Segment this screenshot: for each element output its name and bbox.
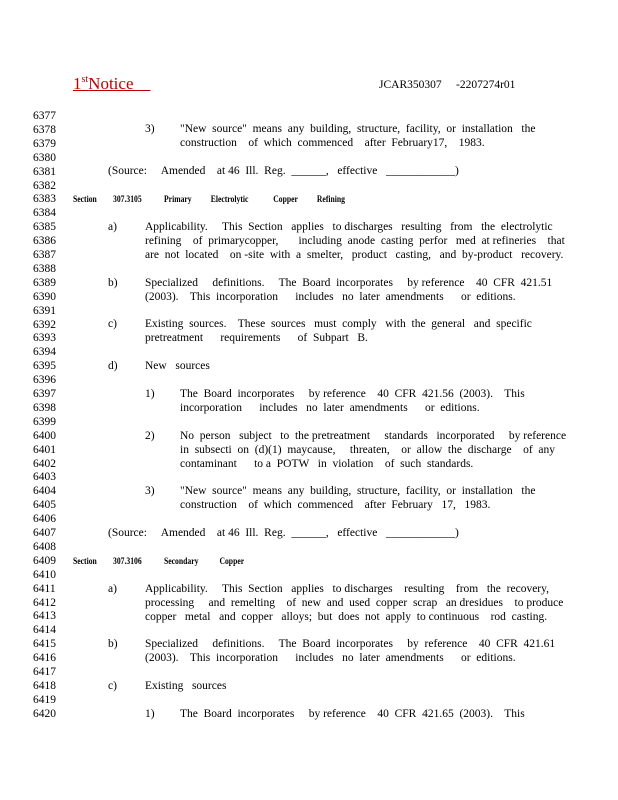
line-number: 6394 (33, 346, 56, 359)
text-line: incorporation includes no later amendments or editions. (180, 402, 480, 414)
text-line: New sources (145, 360, 210, 372)
line-number: 6399 (33, 415, 56, 428)
text-line: refining of primarycopper, including anode casting perfor med at refineries that (145, 235, 565, 247)
notice-ordinal-suffix: st (81, 74, 89, 85)
line-number: 6397 (33, 388, 56, 400)
line-number: 6388 (33, 262, 56, 275)
notice-word: Notice (88, 74, 134, 93)
text-line: Existing sources. These sources must comply with the general and specific (145, 318, 532, 330)
line-number: 6403 (33, 471, 56, 484)
section-label: Section (73, 556, 97, 566)
line-number: 6400 (33, 429, 56, 442)
source-note: (Source: Amended at 46 Ill. Reg. ______, effective ____________) (108, 165, 459, 177)
line-number: 6407 (33, 527, 56, 539)
text-line: copper metal and copper alloys; but does not apply to continuous rod casting. (145, 611, 548, 623)
item-label: c) (108, 318, 117, 330)
item-label: 1) (145, 708, 155, 720)
line-number: 6416 (33, 652, 56, 665)
item-label: 1) (145, 388, 155, 400)
line-number: 6406 (33, 513, 56, 526)
section-number: 307.3106 (113, 556, 142, 566)
text-line: Existing sources (145, 680, 227, 692)
line-number: 6414 (33, 624, 56, 637)
item-label: c) (108, 680, 117, 692)
line-number: 6383 (33, 193, 56, 206)
line-number: 6390 (33, 290, 56, 303)
text-line: "New source" means any building, structure, facility, or installation the (180, 123, 536, 135)
text-line: construction of which commenced after February 17, 1983. (180, 499, 491, 511)
line-number: 6404 (33, 485, 56, 498)
text-line: Specialized definitions. The Board incorporates by reference 40 CFR 421.51 (145, 277, 553, 289)
text-line: (2003). This incorporation includes no later amendments or editions. (145, 291, 516, 303)
item-label: b) (108, 277, 118, 289)
text-line: "New source" means any building, structure, facility, or installation the (180, 485, 536, 497)
line-number: 6396 (33, 374, 56, 387)
line-number: 6415 (33, 638, 56, 651)
item-label: 3) (145, 485, 155, 497)
line-number: 6392 (33, 318, 56, 331)
text-line: No person subject to the pretreatment standards incorporated by reference (180, 430, 567, 442)
line-number: 6393 (33, 332, 56, 345)
line-number: 6377 (33, 110, 56, 122)
line-number: 6408 (33, 540, 56, 553)
section-title: Primary Electrolytic Copper Refining (164, 194, 345, 204)
line-number: 6410 (33, 568, 56, 581)
item-label: 3) (145, 123, 155, 135)
line-number: 6409 (33, 554, 56, 567)
line-number: 6401 (33, 443, 56, 456)
item-label: d) (108, 360, 118, 372)
line-number: 6381 (33, 165, 56, 178)
line-number: 6398 (33, 401, 56, 414)
text-line: in subsecti on (d)(1) maycause, threaten, or allow the discharge of any (180, 444, 556, 456)
text-line: (2003). This incorporation includes no later amendments or editions. (145, 652, 516, 664)
line-number: 6384 (33, 207, 56, 220)
text-line: Applicability. This Section applies to discharges resulting from the electrolytic (145, 221, 553, 233)
text-line: The Board incorporates by reference 40 CFR 421.65 (2003). This (180, 708, 525, 720)
text-line: The Board incorporates by reference 40 CFR 421.56 (2003). This (180, 388, 525, 400)
line-number: 6413 (33, 610, 56, 623)
line-number: 6391 (33, 304, 56, 317)
text-line: Applicability. This Section applies to discharges resulting from the recovery, (145, 583, 550, 595)
notice-header (73, 74, 151, 94)
line-number: 6420 (33, 707, 56, 720)
line-number: 6380 (33, 151, 56, 164)
text-line: construction of which commenced after February17, 1983. (180, 137, 485, 149)
line-number: 6387 (33, 249, 56, 261)
line-number: 6395 (33, 360, 56, 373)
text-line: are not located on -site with a smelter, product casting, and by-product recovery. (145, 249, 564, 261)
line-number: 6405 (33, 499, 56, 512)
line-number: 6379 (33, 137, 56, 150)
item-label: a) (108, 583, 117, 595)
item-label: b) (108, 638, 118, 650)
text-line: pretreatment requirements of Subpart B. (145, 332, 368, 344)
line-number: 6419 (33, 693, 56, 706)
line-number: 6385 (33, 221, 56, 234)
line-number: 6418 (33, 679, 56, 692)
notice-number: 1 (73, 74, 82, 93)
text-line: Specialized definitions. The Board incorporates by reference 40 CFR 421.61 (145, 638, 556, 650)
line-number: 6402 (33, 457, 56, 470)
line-number: 6382 (33, 179, 56, 192)
line-number: 6389 (33, 276, 56, 289)
line-number: 6412 (33, 596, 56, 609)
line-number: 6411 (33, 582, 56, 595)
item-label: 2) (145, 430, 155, 442)
text-line: processing and remelting of new and used copper scrap an dresidues to produce (145, 597, 564, 609)
section-title: Secondary Copper (164, 556, 245, 566)
line-number: 6417 (33, 666, 56, 678)
text-line: contaminant to a POTW in violation of such standards. (180, 458, 474, 470)
section-label: Section (73, 194, 97, 204)
line-number: 6386 (33, 235, 56, 248)
source-note: (Source: Amended at 46 Ill. Reg. ______, effective ____________) (108, 527, 459, 539)
section-number: 307.3105 (113, 194, 142, 204)
jcar-code: JCAR350307 -2207274r01 (379, 79, 516, 91)
item-label: a) (108, 221, 117, 233)
line-number: 6378 (33, 123, 56, 136)
